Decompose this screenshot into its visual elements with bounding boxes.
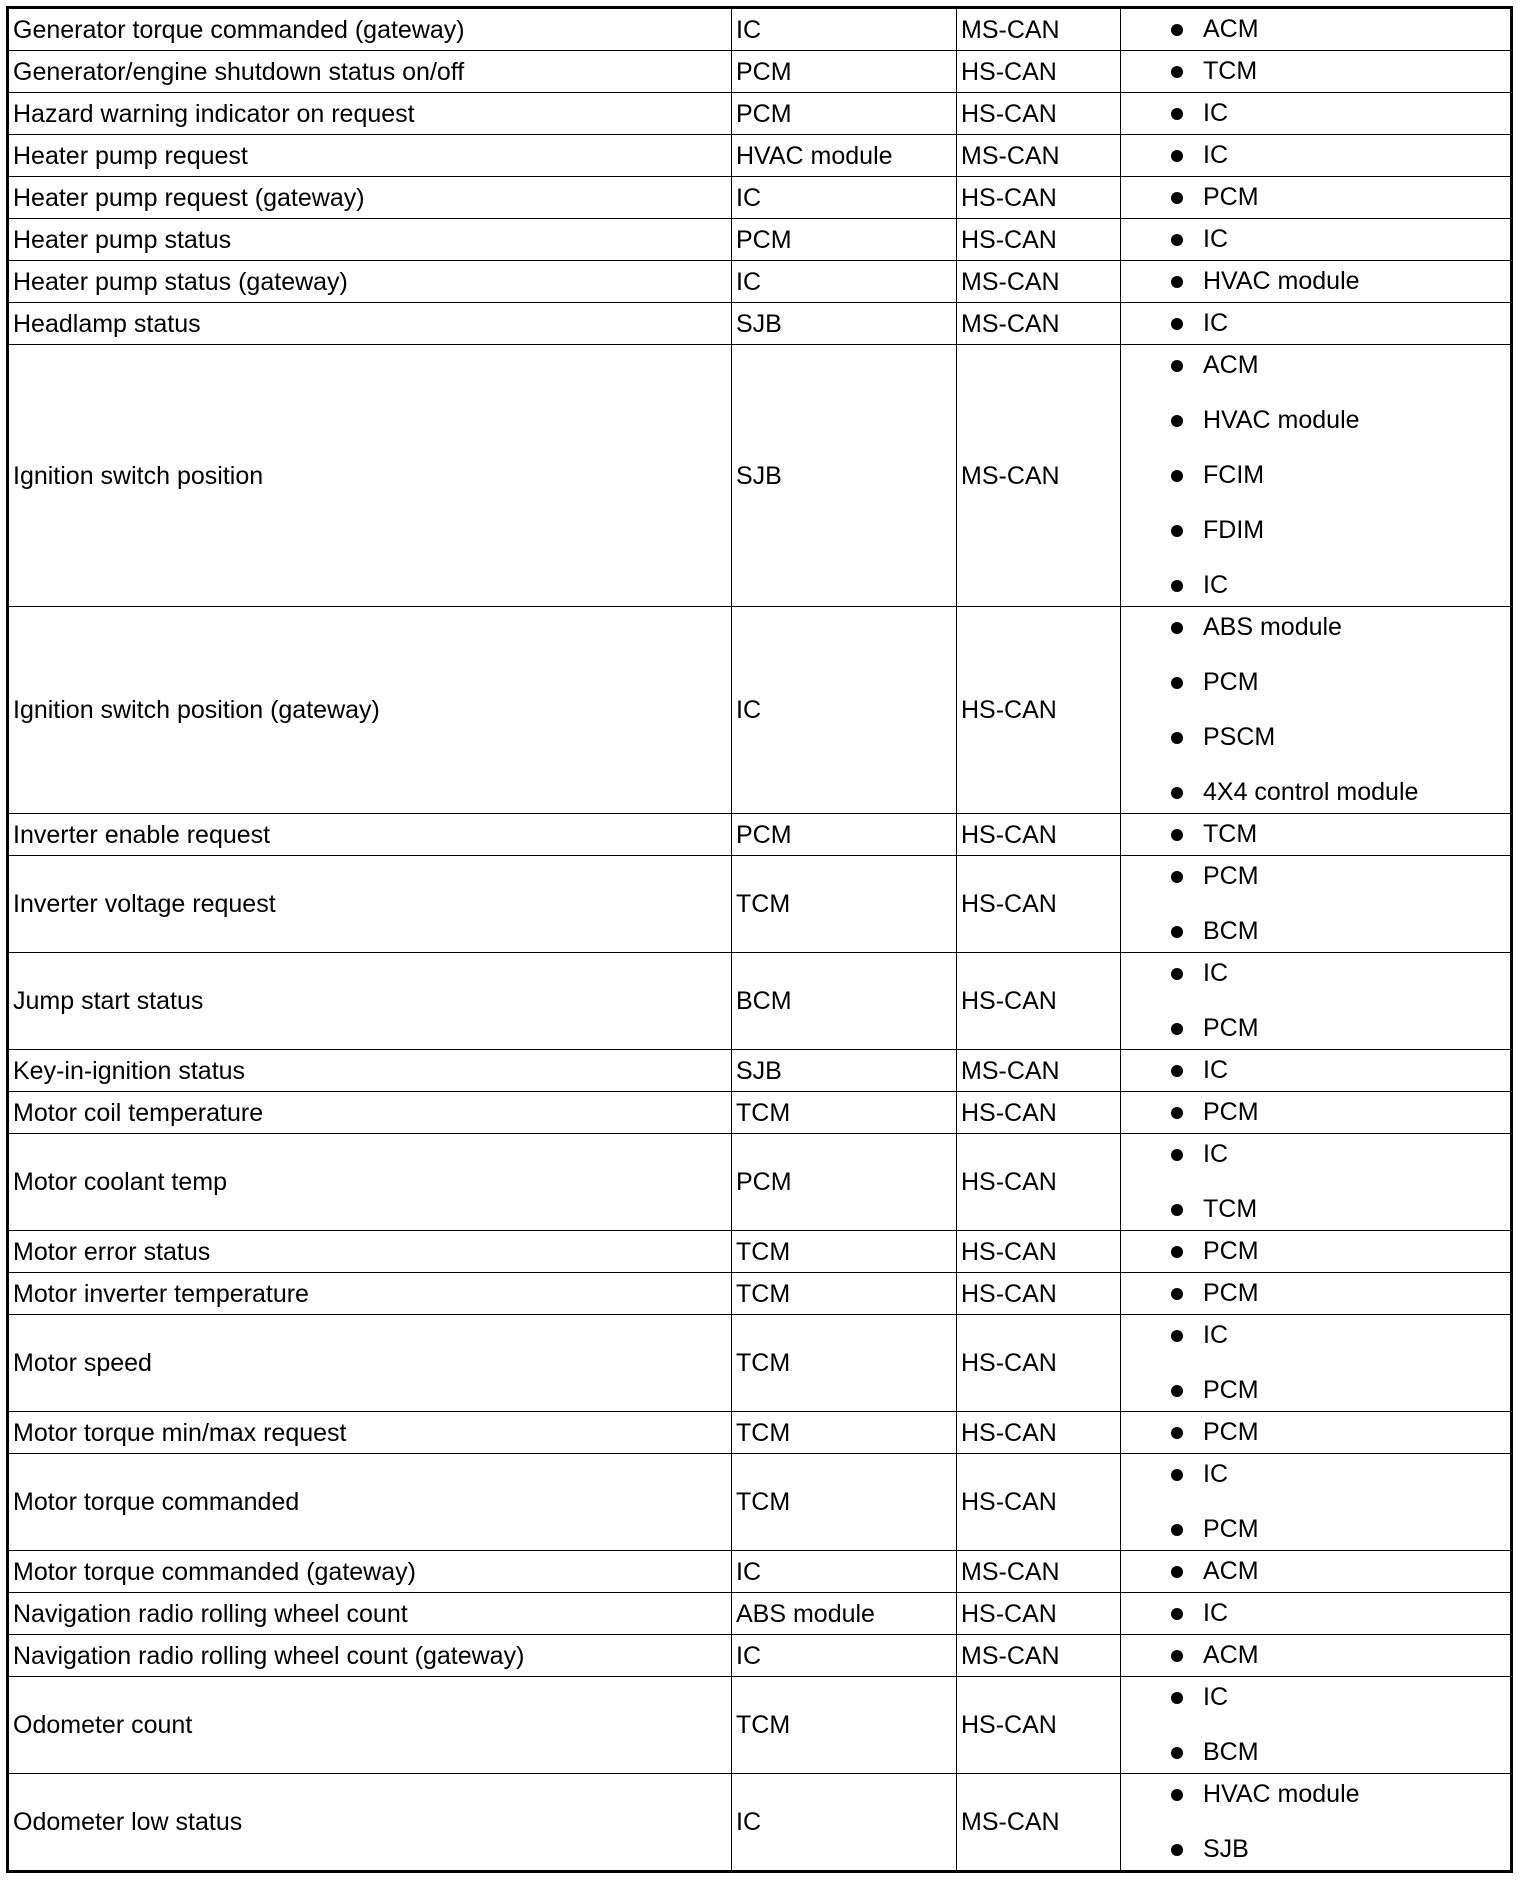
network-cell: HS-CAN bbox=[957, 1593, 1121, 1635]
receivers-cell bbox=[1121, 1315, 1512, 1412]
receiver-label: HVAC module bbox=[1203, 406, 1360, 434]
receiver-label: ACM bbox=[1203, 1641, 1259, 1669]
originator-cell: TCM bbox=[732, 856, 957, 953]
receivers-cell bbox=[1121, 1134, 1512, 1231]
message-cell: Inverter enable request bbox=[8, 814, 732, 856]
originator-cell: IC bbox=[732, 8, 957, 51]
originator-cell: ABS module bbox=[732, 1593, 957, 1635]
network-cell: HS-CAN bbox=[957, 1231, 1121, 1273]
bullet-icon bbox=[1171, 1427, 1183, 1439]
bullet-icon bbox=[1171, 1566, 1183, 1578]
message-cell: Inverter voltage request bbox=[8, 856, 732, 953]
bullet-icon bbox=[1171, 318, 1183, 330]
table-row bbox=[8, 1231, 1512, 1273]
receiver-label: IC bbox=[1203, 99, 1228, 127]
receiver-label: PCM bbox=[1203, 1418, 1259, 1446]
receiver-label: ACM bbox=[1203, 351, 1259, 379]
receiver-label: IC bbox=[1203, 571, 1228, 599]
bullet-icon bbox=[1171, 1330, 1183, 1342]
message-cell: Hazard warning indicator on request bbox=[8, 93, 732, 135]
table-row bbox=[8, 219, 1512, 261]
bullet-icon bbox=[1171, 24, 1183, 36]
originator-cell: PCM bbox=[732, 814, 957, 856]
receiver-item bbox=[1121, 946, 1510, 1001]
message-cell: Motor inverter temperature bbox=[8, 1273, 732, 1315]
receiver-label: IC bbox=[1203, 309, 1228, 337]
receiver-label: PCM bbox=[1203, 1237, 1259, 1265]
table-row bbox=[8, 51, 1512, 93]
receiver-item bbox=[1121, 393, 1510, 448]
bullet-icon bbox=[1171, 926, 1183, 938]
receiver-label: TCM bbox=[1203, 1195, 1258, 1223]
receivers-cell bbox=[1121, 93, 1512, 135]
table-row bbox=[8, 1551, 1512, 1593]
receiver-label: IC bbox=[1203, 1460, 1228, 1488]
receiver-label: SJB bbox=[1203, 1835, 1249, 1863]
message-cell: Motor torque min/max request bbox=[8, 1412, 732, 1454]
receiver-list bbox=[1121, 849, 1510, 959]
originator-cell: PCM bbox=[732, 93, 957, 135]
receiver-list bbox=[1121, 135, 1510, 176]
originator-cell: IC bbox=[732, 1551, 957, 1593]
receiver-label: FDIM bbox=[1203, 516, 1265, 544]
table-row bbox=[8, 1677, 1512, 1774]
receiver-item bbox=[1121, 261, 1510, 302]
message-cell: Navigation radio rolling wheel count bbox=[8, 1593, 732, 1635]
bullet-icon bbox=[1171, 1692, 1183, 1704]
receivers-cell bbox=[1121, 135, 1512, 177]
receiver-list bbox=[1121, 1670, 1510, 1780]
bullet-icon bbox=[1171, 677, 1183, 689]
receiver-list bbox=[1121, 1447, 1510, 1557]
message-cell: Generator torque commanded (gateway) bbox=[8, 8, 732, 51]
bullet-icon bbox=[1171, 1065, 1183, 1077]
bullet-icon bbox=[1171, 871, 1183, 883]
table-row bbox=[8, 8, 1512, 51]
network-cell: HS-CAN bbox=[957, 51, 1121, 93]
receiver-list bbox=[1121, 1593, 1510, 1634]
originator-cell: TCM bbox=[732, 1273, 957, 1315]
bullet-icon bbox=[1171, 1385, 1183, 1397]
receiver-label: TCM bbox=[1203, 820, 1258, 848]
receiver-item bbox=[1121, 338, 1510, 393]
receiver-label: PCM bbox=[1203, 1376, 1259, 1404]
receiver-label: PCM bbox=[1203, 183, 1259, 211]
receiver-list bbox=[1121, 1551, 1510, 1592]
receiver-label: IC bbox=[1203, 141, 1228, 169]
receiver-item bbox=[1121, 1050, 1510, 1091]
message-cell: Jump start status bbox=[8, 953, 732, 1050]
receiver-label: ACM bbox=[1203, 1557, 1259, 1585]
bullet-icon bbox=[1171, 525, 1183, 537]
originator-cell: TCM bbox=[732, 1677, 957, 1774]
network-cell: HS-CAN bbox=[957, 1092, 1121, 1134]
receiver-list bbox=[1121, 9, 1510, 50]
originator-cell: IC bbox=[732, 607, 957, 814]
network-cell: HS-CAN bbox=[957, 607, 1121, 814]
network-cell: MS-CAN bbox=[957, 1050, 1121, 1092]
bullet-icon bbox=[1171, 360, 1183, 372]
receiver-item bbox=[1121, 710, 1510, 765]
bullet-icon bbox=[1171, 470, 1183, 482]
receiver-item bbox=[1121, 219, 1510, 260]
receivers-cell bbox=[1121, 1774, 1512, 1872]
table-row bbox=[8, 345, 1512, 607]
bullet-icon bbox=[1171, 1789, 1183, 1801]
table-row bbox=[8, 93, 1512, 135]
receiver-label: IC bbox=[1203, 1056, 1228, 1084]
network-cell: HS-CAN bbox=[957, 1315, 1121, 1412]
receivers-cell bbox=[1121, 607, 1512, 814]
message-cell: Motor speed bbox=[8, 1315, 732, 1412]
bullet-icon bbox=[1171, 234, 1183, 246]
message-cell: Key-in-ignition status bbox=[8, 1050, 732, 1092]
table-row bbox=[8, 177, 1512, 219]
network-cell: HS-CAN bbox=[957, 219, 1121, 261]
receiver-item bbox=[1121, 1308, 1510, 1363]
message-cell: Heater pump status (gateway) bbox=[8, 261, 732, 303]
bullet-icon bbox=[1171, 1149, 1183, 1161]
receiver-label: PSCM bbox=[1203, 723, 1276, 751]
receiver-item bbox=[1121, 1127, 1510, 1182]
receiver-item bbox=[1121, 1593, 1510, 1634]
receiver-item bbox=[1121, 93, 1510, 134]
originator-cell: SJB bbox=[732, 1050, 957, 1092]
receiver-item bbox=[1121, 655, 1510, 710]
receiver-item bbox=[1121, 1447, 1510, 1502]
receiver-item bbox=[1121, 135, 1510, 176]
table-row bbox=[8, 1593, 1512, 1635]
receiver-list bbox=[1121, 219, 1510, 260]
originator-cell: TCM bbox=[732, 1412, 957, 1454]
network-cell: HS-CAN bbox=[957, 953, 1121, 1050]
receiver-label: IC bbox=[1203, 1683, 1228, 1711]
table-row bbox=[8, 1134, 1512, 1231]
table-row bbox=[8, 607, 1512, 814]
receiver-list bbox=[1121, 1050, 1510, 1091]
receiver-label: PCM bbox=[1203, 1014, 1259, 1042]
receiver-label: HVAC module bbox=[1203, 1780, 1360, 1808]
receiver-list bbox=[1121, 1308, 1510, 1418]
receivers-cell bbox=[1121, 856, 1512, 953]
receiver-label: IC bbox=[1203, 1599, 1228, 1627]
originator-cell: HVAC module bbox=[732, 135, 957, 177]
originator-cell: TCM bbox=[732, 1454, 957, 1551]
originator-cell: BCM bbox=[732, 953, 957, 1050]
receivers-cell bbox=[1121, 1677, 1512, 1774]
receiver-list bbox=[1121, 1767, 1510, 1877]
message-cell: Motor coolant temp bbox=[8, 1134, 732, 1231]
originator-cell: SJB bbox=[732, 303, 957, 345]
receivers-cell bbox=[1121, 219, 1512, 261]
originator-cell: SJB bbox=[732, 345, 957, 607]
bullet-icon bbox=[1171, 276, 1183, 288]
receiver-item bbox=[1121, 9, 1510, 50]
network-cell: MS-CAN bbox=[957, 261, 1121, 303]
network-cell: HS-CAN bbox=[957, 1454, 1121, 1551]
receiver-label: IC bbox=[1203, 225, 1228, 253]
message-cell: Motor coil temperature bbox=[8, 1092, 732, 1134]
bullet-icon bbox=[1171, 1524, 1183, 1536]
network-cell: MS-CAN bbox=[957, 135, 1121, 177]
receiver-label: TCM bbox=[1203, 57, 1258, 85]
network-cell: MS-CAN bbox=[957, 345, 1121, 607]
table-row bbox=[8, 953, 1512, 1050]
bullet-icon bbox=[1171, 1204, 1183, 1216]
receivers-cell bbox=[1121, 1551, 1512, 1593]
network-cell: HS-CAN bbox=[957, 814, 1121, 856]
receiver-item bbox=[1121, 600, 1510, 655]
receiver-list bbox=[1121, 600, 1510, 820]
originator-cell: IC bbox=[732, 261, 957, 303]
message-cell: Navigation radio rolling wheel count (gateway) bbox=[8, 1635, 732, 1677]
table-row bbox=[8, 135, 1512, 177]
bullet-icon bbox=[1171, 1469, 1183, 1481]
bullet-icon bbox=[1171, 415, 1183, 427]
message-cell: Generator/engine shutdown status on/off bbox=[8, 51, 732, 93]
receivers-cell bbox=[1121, 1593, 1512, 1635]
receiver-list bbox=[1121, 177, 1510, 218]
network-cell: HS-CAN bbox=[957, 1412, 1121, 1454]
originator-cell: IC bbox=[732, 1774, 957, 1872]
receiver-label: FCIM bbox=[1203, 461, 1265, 489]
receivers-cell bbox=[1121, 1454, 1512, 1551]
originator-cell: PCM bbox=[732, 1134, 957, 1231]
receiver-label: IC bbox=[1203, 1321, 1228, 1349]
bullet-icon bbox=[1171, 968, 1183, 980]
network-cell: HS-CAN bbox=[957, 1134, 1121, 1231]
receiver-list bbox=[1121, 1231, 1510, 1272]
network-cell: MS-CAN bbox=[957, 303, 1121, 345]
bullet-icon bbox=[1171, 66, 1183, 78]
originator-cell: TCM bbox=[732, 1092, 957, 1134]
receiver-label: HVAC module bbox=[1203, 267, 1360, 295]
receiver-list bbox=[1121, 51, 1510, 92]
message-cell: Motor torque commanded bbox=[8, 1454, 732, 1551]
bullet-icon bbox=[1171, 1747, 1183, 1759]
receiver-item bbox=[1121, 1231, 1510, 1272]
receiver-label: ABS module bbox=[1203, 613, 1342, 641]
receiver-item bbox=[1121, 1001, 1510, 1056]
message-cell: Motor error status bbox=[8, 1231, 732, 1273]
table-row bbox=[8, 856, 1512, 953]
receiver-item bbox=[1121, 1182, 1510, 1237]
bullet-icon bbox=[1171, 1246, 1183, 1258]
receivers-cell bbox=[1121, 8, 1512, 51]
originator-cell: PCM bbox=[732, 51, 957, 93]
receiver-label: PCM bbox=[1203, 1279, 1259, 1307]
originator-cell: IC bbox=[732, 177, 957, 219]
receiver-item bbox=[1121, 1363, 1510, 1418]
message-cell: Ignition switch position (gateway) bbox=[8, 607, 732, 814]
receiver-label: IC bbox=[1203, 1140, 1228, 1168]
table-body bbox=[8, 8, 1512, 1872]
bullet-icon bbox=[1171, 622, 1183, 634]
table-row bbox=[8, 1454, 1512, 1551]
bullet-icon bbox=[1171, 1650, 1183, 1662]
bullet-icon bbox=[1171, 1023, 1183, 1035]
receiver-item bbox=[1121, 1502, 1510, 1557]
network-cell: HS-CAN bbox=[957, 856, 1121, 953]
bullet-icon bbox=[1171, 1844, 1183, 1856]
receivers-cell bbox=[1121, 261, 1512, 303]
bullet-icon bbox=[1171, 732, 1183, 744]
receiver-item bbox=[1121, 1551, 1510, 1592]
receivers-cell bbox=[1121, 51, 1512, 93]
table-row bbox=[8, 1774, 1512, 1872]
bullet-icon bbox=[1171, 192, 1183, 204]
message-cell: Heater pump request bbox=[8, 135, 732, 177]
receiver-item bbox=[1121, 765, 1510, 820]
receiver-list bbox=[1121, 946, 1510, 1056]
receiver-item bbox=[1121, 177, 1510, 218]
receiver-label: PCM bbox=[1203, 862, 1259, 890]
bullet-icon bbox=[1171, 1288, 1183, 1300]
originator-cell: PCM bbox=[732, 219, 957, 261]
receivers-cell bbox=[1121, 953, 1512, 1050]
message-cell: Headlamp status bbox=[8, 303, 732, 345]
bullet-icon bbox=[1171, 829, 1183, 841]
receiver-label: PCM bbox=[1203, 1098, 1259, 1126]
bullet-icon bbox=[1171, 580, 1183, 592]
originator-cell: IC bbox=[732, 1635, 957, 1677]
message-cell: Odometer low status bbox=[8, 1774, 732, 1872]
network-cell: MS-CAN bbox=[957, 1551, 1121, 1593]
receiver-label: IC bbox=[1203, 959, 1228, 987]
table-row bbox=[8, 261, 1512, 303]
bullet-icon bbox=[1171, 108, 1183, 120]
network-cell: HS-CAN bbox=[957, 177, 1121, 219]
message-cell: Heater pump request (gateway) bbox=[8, 177, 732, 219]
message-cell: Odometer count bbox=[8, 1677, 732, 1774]
table-row bbox=[8, 1315, 1512, 1412]
bullet-icon bbox=[1171, 1107, 1183, 1119]
message-cell: Motor torque commanded (gateway) bbox=[8, 1551, 732, 1593]
network-cell: HS-CAN bbox=[957, 93, 1121, 135]
network-cell: MS-CAN bbox=[957, 8, 1121, 51]
network-cell: MS-CAN bbox=[957, 1635, 1121, 1677]
message-cell: Ignition switch position bbox=[8, 345, 732, 607]
receiver-list bbox=[1121, 338, 1510, 613]
receiver-item bbox=[1121, 1670, 1510, 1725]
receivers-cell bbox=[1121, 177, 1512, 219]
receivers-cell bbox=[1121, 1231, 1512, 1273]
receiver-label: BCM bbox=[1203, 917, 1259, 945]
receiver-label: BCM bbox=[1203, 1738, 1259, 1766]
receiver-list bbox=[1121, 93, 1510, 134]
receiver-list bbox=[1121, 1127, 1510, 1237]
receiver-list bbox=[1121, 261, 1510, 302]
receiver-item bbox=[1121, 849, 1510, 904]
receivers-cell bbox=[1121, 345, 1512, 607]
network-message-table bbox=[6, 6, 1513, 1873]
bullet-icon bbox=[1171, 150, 1183, 162]
receiver-item bbox=[1121, 448, 1510, 503]
network-cell: HS-CAN bbox=[957, 1273, 1121, 1315]
network-cell: HS-CAN bbox=[957, 1677, 1121, 1774]
receiver-label: PCM bbox=[1203, 1515, 1259, 1543]
network-cell: MS-CAN bbox=[957, 1774, 1121, 1872]
receivers-cell bbox=[1121, 1050, 1512, 1092]
receiver-item bbox=[1121, 1822, 1510, 1877]
bullet-icon bbox=[1171, 787, 1183, 799]
receiver-item bbox=[1121, 51, 1510, 92]
receiver-item bbox=[1121, 1767, 1510, 1822]
receiver-label: ACM bbox=[1203, 15, 1259, 43]
receiver-label: PCM bbox=[1203, 668, 1259, 696]
receiver-label: 4X4 control module bbox=[1203, 778, 1419, 806]
originator-cell: TCM bbox=[732, 1231, 957, 1273]
receiver-item bbox=[1121, 503, 1510, 558]
message-cell: Heater pump status bbox=[8, 219, 732, 261]
originator-cell: TCM bbox=[732, 1315, 957, 1412]
bullet-icon bbox=[1171, 1608, 1183, 1620]
table-row bbox=[8, 1050, 1512, 1092]
